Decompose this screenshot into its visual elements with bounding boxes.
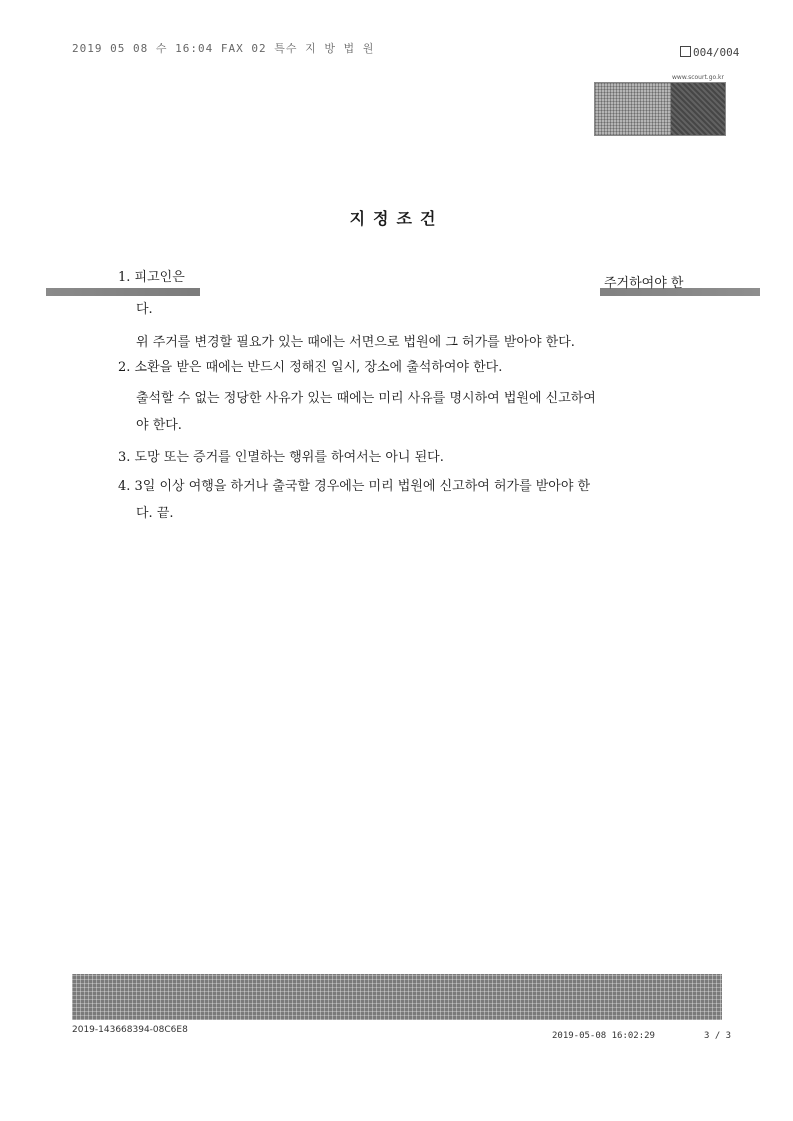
- condition-1-start: 1. 피고인은: [118, 270, 185, 285]
- redaction-gap: [200, 266, 600, 296]
- fax-header: 2019 05 08 수 16:04 FAX 02 특수 지 방 법 원: [72, 42, 375, 55]
- document-title: 지정조건: [349, 209, 444, 228]
- condition-1-end: 다.: [136, 302, 153, 317]
- stamp-url: www.scourt.go.kr: [672, 74, 724, 81]
- condition-3: 3. 도망 또는 증거를 인멸하는 행위를 하여서는 아니 된다.: [118, 450, 444, 465]
- fax-page-count: [680, 46, 739, 59]
- footer-page: 3 / 3: [704, 1031, 732, 1041]
- footer-timestamp: 2019-05-08 16:02:29: [552, 1031, 655, 1041]
- condition-2-detail-end: 야 한다.: [136, 418, 182, 433]
- condition-4: 4. 3일 이상 여행을 하거나 출국할 경우에는 미리 법원에 신고하여 허가를 받아야 한: [118, 479, 591, 494]
- fax-box-icon: [680, 46, 691, 57]
- footer-redaction: [72, 974, 722, 1020]
- condition-2: 2. 소환을 받은 때에는 반드시 정해진 일시, 장소에 출석하여야 한다.: [118, 360, 503, 375]
- stamp-seal: [671, 83, 725, 135]
- condition-4-end: 다. 끝.: [136, 506, 174, 521]
- condition-1-tail: 주거하여야 한: [604, 276, 684, 291]
- court-stamp: [594, 82, 726, 136]
- condition-1-detail: 위 주거를 변경할 필요가 있는 때에는 서면으로 법원에 그 허가를 받아야 한다.: [136, 335, 575, 350]
- fax-page-count-text: 004/004: [693, 46, 740, 59]
- condition-2-detail: 출석할 수 없는 정당한 사유가 있는 때에는 미리 사유를 명시하여 법원에 신고하여: [136, 391, 596, 406]
- footer-doc-id: 2019-143668394-08C6E8: [72, 1025, 188, 1035]
